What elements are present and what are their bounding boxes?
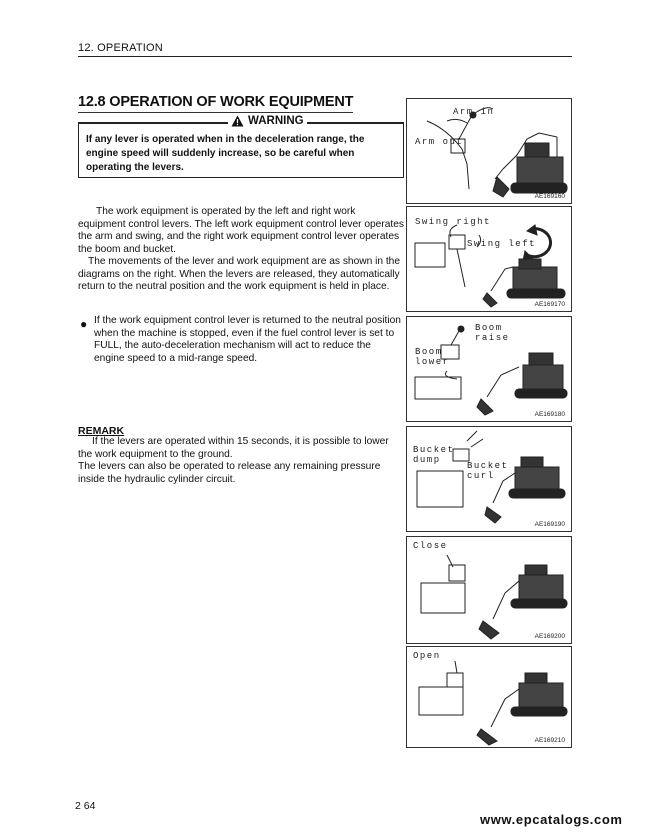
header-rule <box>78 56 572 57</box>
boom-lower-label: Boom lower <box>415 347 450 367</box>
arm-out-label: Arm out <box>415 137 464 147</box>
warning-triangle-icon <box>231 115 244 127</box>
bucket-dump-label: Bucket dump <box>413 445 455 465</box>
arm-in-label: Arm in <box>453 107 495 117</box>
remark-line-2: The levers can also be operated to release any remaining pressure inside the hydraulic cylinder circuit. <box>78 461 381 485</box>
title-underline <box>78 112 353 113</box>
paragraph-1: The work equipment is operated by the left and right work equipment control levers. The left work equipment control lever operates the arm and swing, and the right work equipment control lever operates the boom and bucket. <box>78 206 404 255</box>
warning-label-text: WARNING <box>248 115 304 127</box>
warning-rule-left <box>78 123 228 124</box>
body-text <box>78 206 404 294</box>
figure-code: AE169190 <box>534 521 565 528</box>
figure-code: AE169170 <box>534 301 565 308</box>
bullet-icon: ● <box>80 317 88 331</box>
watermark-url: www.epcatalogs.com <box>480 812 623 827</box>
section-title-text: 12.8 OPERATION OF WORK EQUIPMENT <box>78 94 354 110</box>
figure-code: AE169180 <box>534 411 565 418</box>
excavator-open-illustration <box>407 647 571 747</box>
figure-close <box>406 536 572 644</box>
swing-left-label: Swing left <box>467 239 537 249</box>
figure-code: AE169210 <box>534 737 565 744</box>
bucket-curl-label: Bucket curl <box>467 461 509 481</box>
swing-right-label: Swing right <box>415 217 491 227</box>
section-title <box>78 94 353 110</box>
open-label: Open <box>413 651 441 661</box>
page-number: 2 64 <box>75 800 96 812</box>
bullet-text: If the work equipment control lever is returned to the neutral position when the machine is stopped, even if the fuel control lever is set to FULL, the auto-deceleration mechanism will act to reduce the engine speed to a mid-range speed. <box>94 315 401 364</box>
remark-text <box>78 436 404 486</box>
remark-line-1: If the levers are operated within 15 seconds, it is possible to lower the work equipment to the ground. <box>78 436 389 460</box>
figure-boom <box>406 316 572 422</box>
figure-open <box>406 646 572 748</box>
warning-text: If any lever is operated when in the deceleration range, the engine speed will suddenly increase, so be careful when operating the levers. <box>86 134 365 173</box>
remark-title: REMARK <box>78 425 125 437</box>
figure-arm <box>406 98 572 204</box>
boom-raise-label: Boom raise <box>475 323 510 343</box>
close-label: Close <box>413 541 448 551</box>
chapter-header: 12. OPERATION <box>78 42 163 54</box>
figure-bucket <box>406 426 572 532</box>
paragraph-2: The movements of the lever and work equipment are as shown in the diagrams on the right. When the levers are released, they automatically return to the neutral position and the work equipment is held in place. <box>78 256 401 292</box>
warning-label <box>228 115 307 127</box>
figure-swing <box>406 206 572 312</box>
warning-header <box>78 116 404 130</box>
figure-code: AE169200 <box>534 633 565 640</box>
warning-rule-right <box>307 123 404 124</box>
excavator-close-illustration <box>407 537 571 643</box>
figure-code: AE169160 <box>534 193 565 200</box>
